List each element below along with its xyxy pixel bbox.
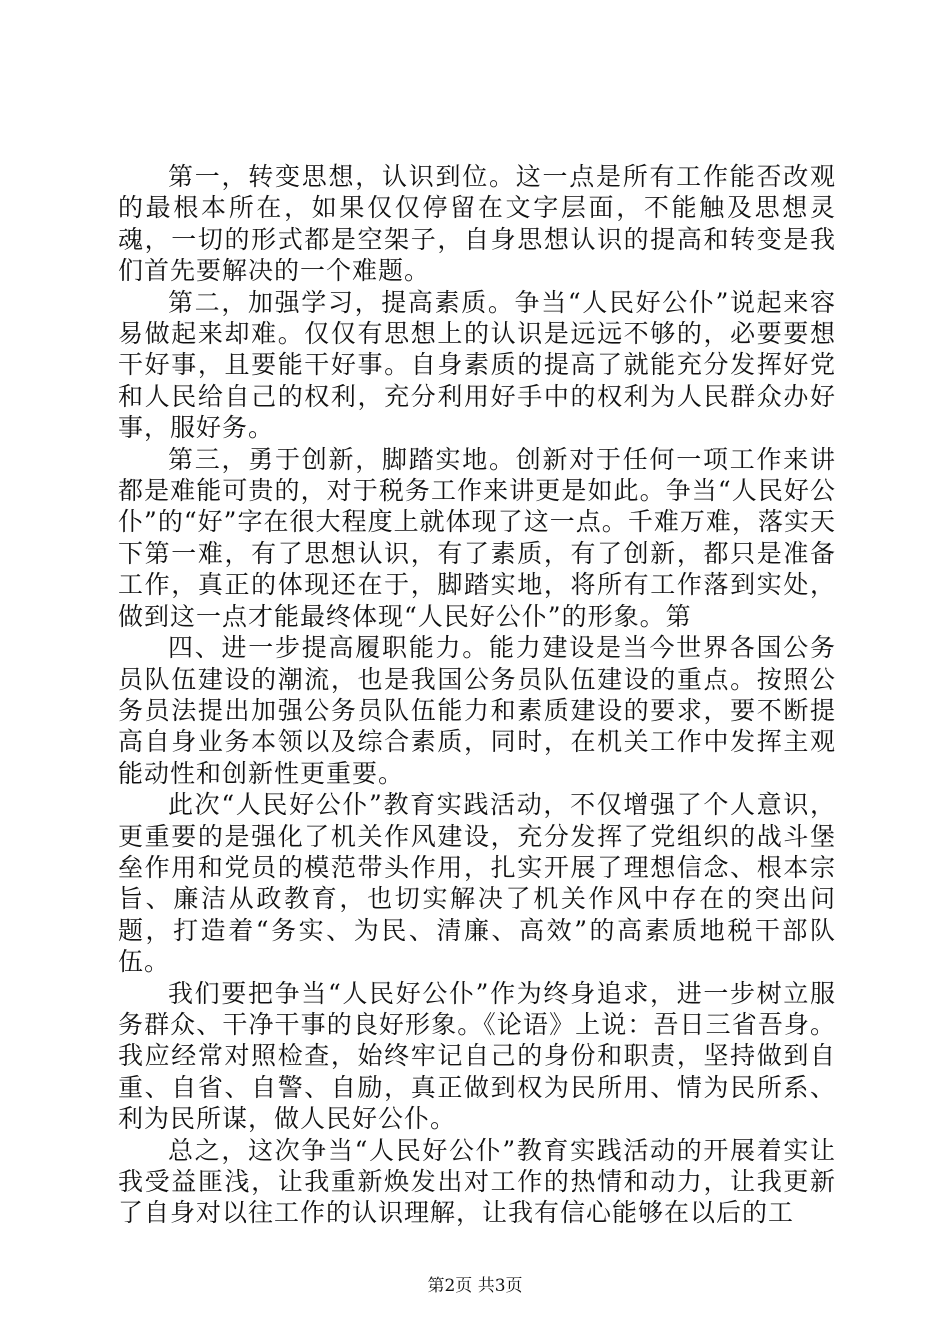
paragraph-4: 四、进一步提高履职能力。能力建设是当今世界各国公务员队伍建设的潮流，也是我国公务员队伍建设的重点。按照公务员法提出加强公务员队伍能力和素质建设的要求，要不断提高自身业务本领以及综合素质，同时，在机关工作中发挥主观能动性和创新性更重要。 xyxy=(118,633,836,788)
paragraph-2: 第二，加强学习，提高素质。争当“人民好公仆”说起来容易做起来却难。仅仅有思想上的认识是远远不够的，必要要想干好事，且要能干好事。自身素质的提高了就能充分发挥好党和人民给自己的权利，充分利用好手中的权利为人民群众办好事，服好务。 xyxy=(118,287,836,443)
paragraph-3: 第三，勇于创新，脚踏实地。创新对于任何一项工作来讲都是难能可贵的，对于税务工作来讲更是如此。争当“人民好公仆”的“好”字在很大程度上就体现了这一点。千难万难，落实天下第一难，有了思想认识，有了素质，有了创新，都只是准备工作，真正的体现还在于，脚踏实地，将所有工作落到实处，做到这一点才能最终体现“人民好公仆”的形象。第 xyxy=(118,444,836,631)
paragraph-6: 我们要把争当“人民好公仆”作为终身追求，进一步树立服务群众、干净干事的良好形象。《论语》上说：吾日三省吾身。我应经常对照检查，始终牢记自己的身份和职责，坚持做到自重、自省、自警、自励，真正做到权为民所用、情为民所系、利为民所谋，做人民好公仆。 xyxy=(118,978,836,1134)
paragraph-1: 第一，转变思想，认识到位。这一点是所有工作能否改观的最根本所在，如果仅仅停留在文字层面，不能触及思想灵魂，一切的形式都是空架子，自身思想认识的提高和转变是我们首先要解决的一个难题。 xyxy=(118,162,836,286)
paragraph-5: 此次“人民好公仆”教育实践活动，不仅增强了个人意识，更重要的是强化了机关作风建设，充分发挥了党组织的战斗堡垒作用和党员的模范带头作用，扎实开展了理想信念、根本宗旨、廉洁从政教育，也切实解决了机关作风中存在的突出问题，打造着“务实、为民、清廉、高效”的高素质地税干部队伍。 xyxy=(118,790,836,977)
page-number-footer: 第2页 共3页 xyxy=(427,1276,523,1296)
paragraph-7: 总之，这次争当“人民好公仆”教育实践活动的开展着实让我受益匪浅，让我重新焕发出对工作的热情和动力，让我更新了自身对以往工作的认识理解，让我有信心能够在以后的工 xyxy=(118,1135,836,1228)
document-body xyxy=(118,161,836,1229)
